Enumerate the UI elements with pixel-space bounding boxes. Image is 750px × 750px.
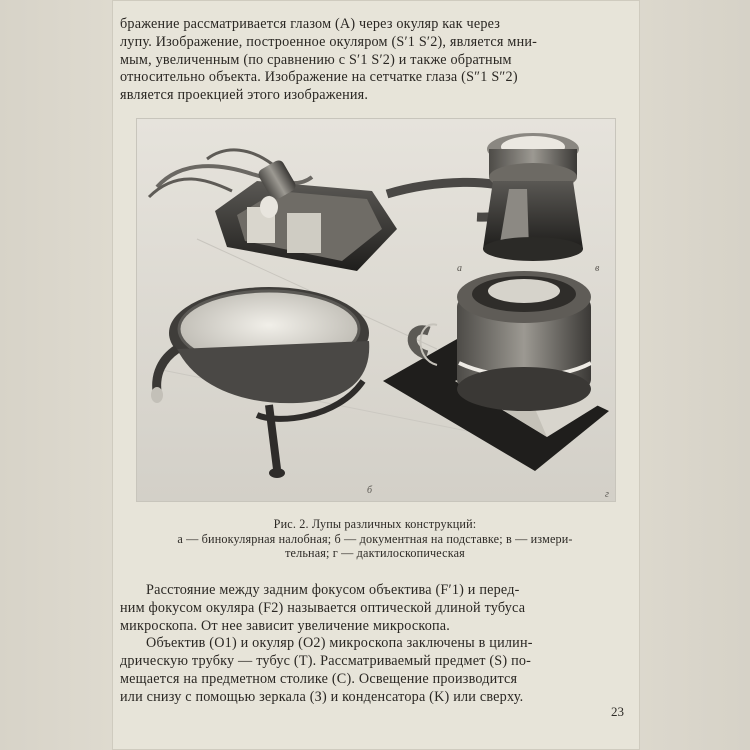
paragraph-line: дрическую трубку — тубус (T). Рассматриваемый предмет (S) по- bbox=[120, 653, 532, 670]
paragraph-line: Объектив (O1) и окуляр (O2) микроскопа заключены в цилин- bbox=[146, 635, 533, 652]
paragraph-line: микроскопа. От нее зависит увеличение микроскопа. bbox=[120, 617, 451, 634]
figure-magnifiers-photo bbox=[136, 118, 616, 502]
paragraph-line: или снизу с помощью зеркала (З) и конденсатора (K) или сверху. bbox=[120, 688, 524, 705]
magnifiers-illustration bbox=[137, 119, 615, 501]
bottom-paragraphs bbox=[120, 582, 628, 707]
paragraph-line: является проекцией этого изображения. bbox=[120, 87, 369, 104]
paragraph-line: Расстояние между задним фокусом объектива (F′1) и перед- bbox=[146, 582, 520, 598]
figure-caption bbox=[132, 517, 618, 561]
paragraph-line: мещается на предметном столике (C). Освещение производится bbox=[120, 670, 518, 687]
caption-title: Рис. 2. Лупы различных конструкций: bbox=[273, 517, 477, 531]
figure-letter-v: в bbox=[595, 263, 600, 274]
caption-line: тельная; г — дактилоскопическая bbox=[285, 546, 465, 560]
figure-letter-a: а bbox=[457, 263, 462, 274]
paragraph-line: бражение рассматривается глазом (A) через окуляр как через bbox=[120, 16, 501, 32]
top-paragraph bbox=[120, 16, 628, 105]
figure-letter-b: б bbox=[367, 485, 373, 496]
paragraph-line: относительно объекта. Изображение на сетчатке глаза (S″1 S″2) bbox=[120, 69, 518, 86]
paragraph-line: лупу. Изображение, построенное окуляром (S′1 S′2), является мни- bbox=[120, 33, 538, 50]
right-margin bbox=[640, 0, 750, 750]
caption-line: а — бинокулярная налобная; б — документная на подставке; в — измери- bbox=[177, 531, 573, 546]
paragraph-line: мым, увеличенным (по сравнению с S′1 S′2) и также обратным bbox=[120, 51, 512, 68]
left-margin bbox=[0, 0, 112, 750]
paragraph-line: ним фокусом окуляра (F2) называется оптической длиной тубуса bbox=[120, 599, 526, 616]
figure-letter-g: г bbox=[605, 489, 609, 500]
measuring-loupe bbox=[483, 133, 583, 261]
page-number: 23 bbox=[611, 704, 624, 719]
